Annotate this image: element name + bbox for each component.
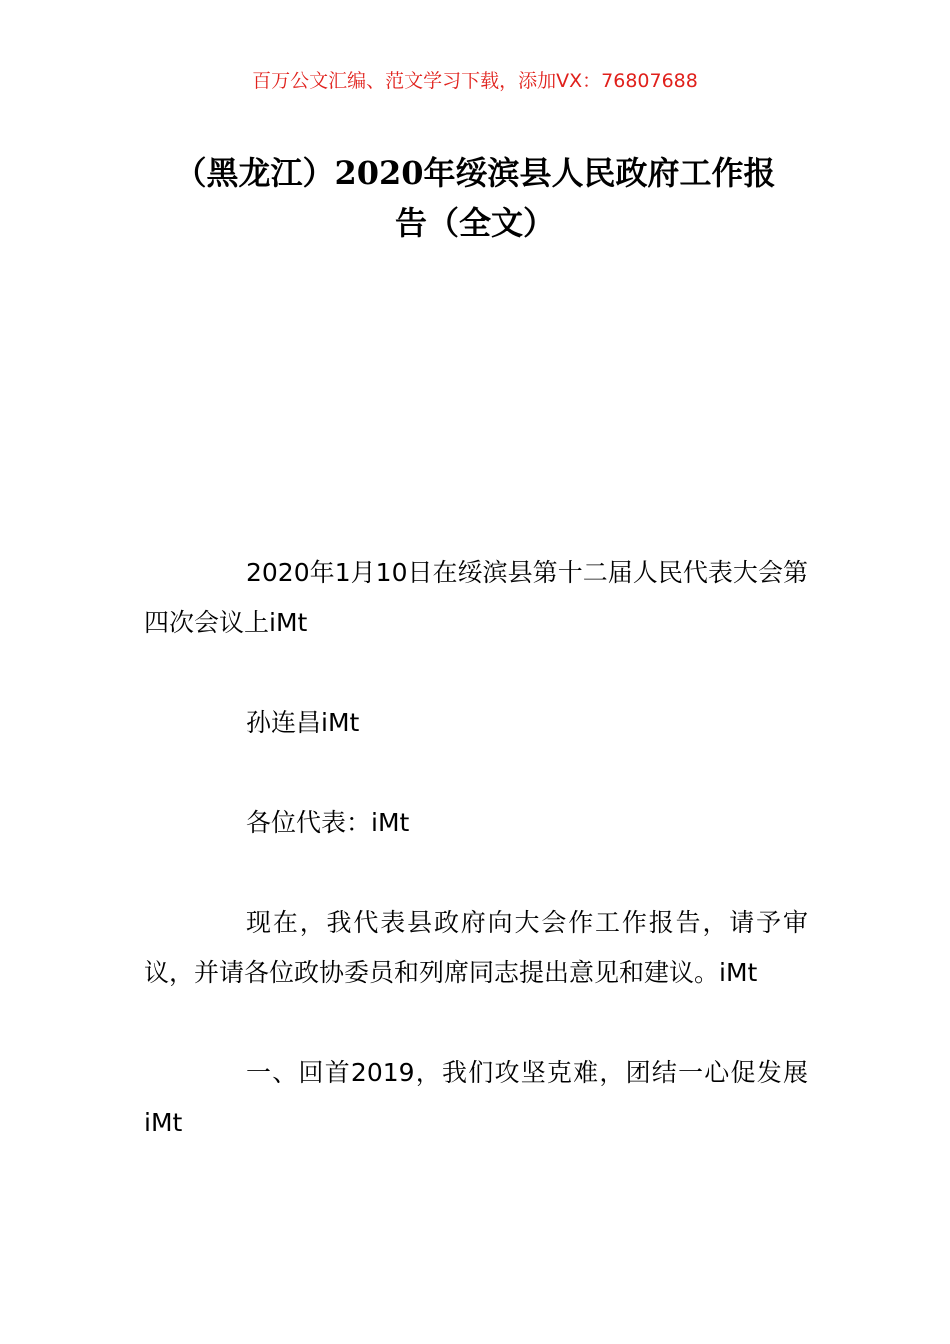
document-title (140, 148, 810, 248)
paragraph-intro: 现在，我代表县政府向大会作工作报告，请予审议，并请各位政协委员和列席同志提出意见和建议。iMt (144, 908, 808, 987)
document-title-line-2: 告（全文） (394, 204, 555, 242)
paragraph-meeting-info: 2020年1月10日在绥滨县第十二届人民代表大会第四次会议上iMt (144, 558, 808, 637)
paragraph-section-heading: 一、回首2019，我们攻坚克难，团结一心促发展iMt (144, 1058, 808, 1137)
header-promo-note: 百万公文汇编、范文学习下载，添加VX：76807688 (252, 70, 698, 92)
document-body (144, 548, 808, 1198)
paragraph-speaker: 孙连昌iMt (246, 708, 360, 737)
paragraph-salutation: 各位代表：iMt (246, 808, 410, 837)
document-title-line-1: （黑龙江）2020年绥滨县人民政府工作报 (174, 154, 776, 192)
